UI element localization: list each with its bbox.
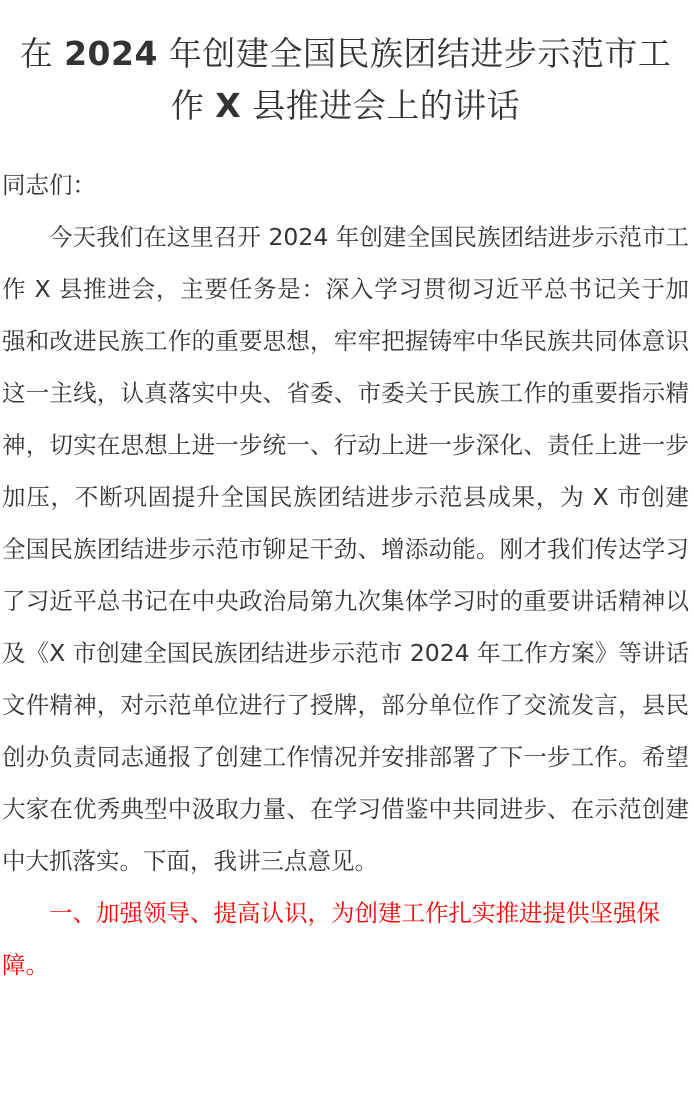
greeting: 同志们： xyxy=(2,171,96,199)
title-text-1a: 在 xyxy=(19,34,65,73)
document-title xyxy=(2,0,689,132)
title-text-1c: 年创建全国民族团结进步示范市工 xyxy=(157,34,672,73)
title-text-2c: 县推进会上的讲话 xyxy=(241,86,521,125)
title-text-2a: 作 xyxy=(170,86,216,125)
body-paragraph: 今天我们在这里召开 2024 年创建全国民族团结进步示范市工作 X 县推进会，主要任务是：深入学习贯彻习近平总书记关于加强和改进民族工作的重要思想，牢牢把握铸牢中华民族共同体意识这一主线，认真落实中央、省委、市委关于民族工作的重要指示精神，切实在思想上进一步统一、行动上进一步深化、责任上进一步加压，不断巩固提升全国民族团结进步示范县成果，为 X 市创建全国民族团结进步示范市铆足干劲、增添动能。刚才我们传达学习了习近平总书记在中央政治局第九次集体学习时的重要讲话精神以及《X 市创建全国民族团结进步示范市 2024 年工作方案》等讲话文件精神，对示范单位进行了授牌，部分单位作了交流发言，县民创办负责同志通报了创建工作情况并安排部署了下一步工作。希望大家在优秀典型中汲取力量、在学习借鉴中共同进步、在示范创建中大抓落实。下面，我讲三点意见。 xyxy=(2,223,689,875)
section-1-heading: 一、加强领导、提高认识，为创建工作扎实推进提供坚强保障。 xyxy=(2,899,660,979)
title-year: 2024 xyxy=(64,34,158,73)
title-county-x: X xyxy=(215,86,242,125)
